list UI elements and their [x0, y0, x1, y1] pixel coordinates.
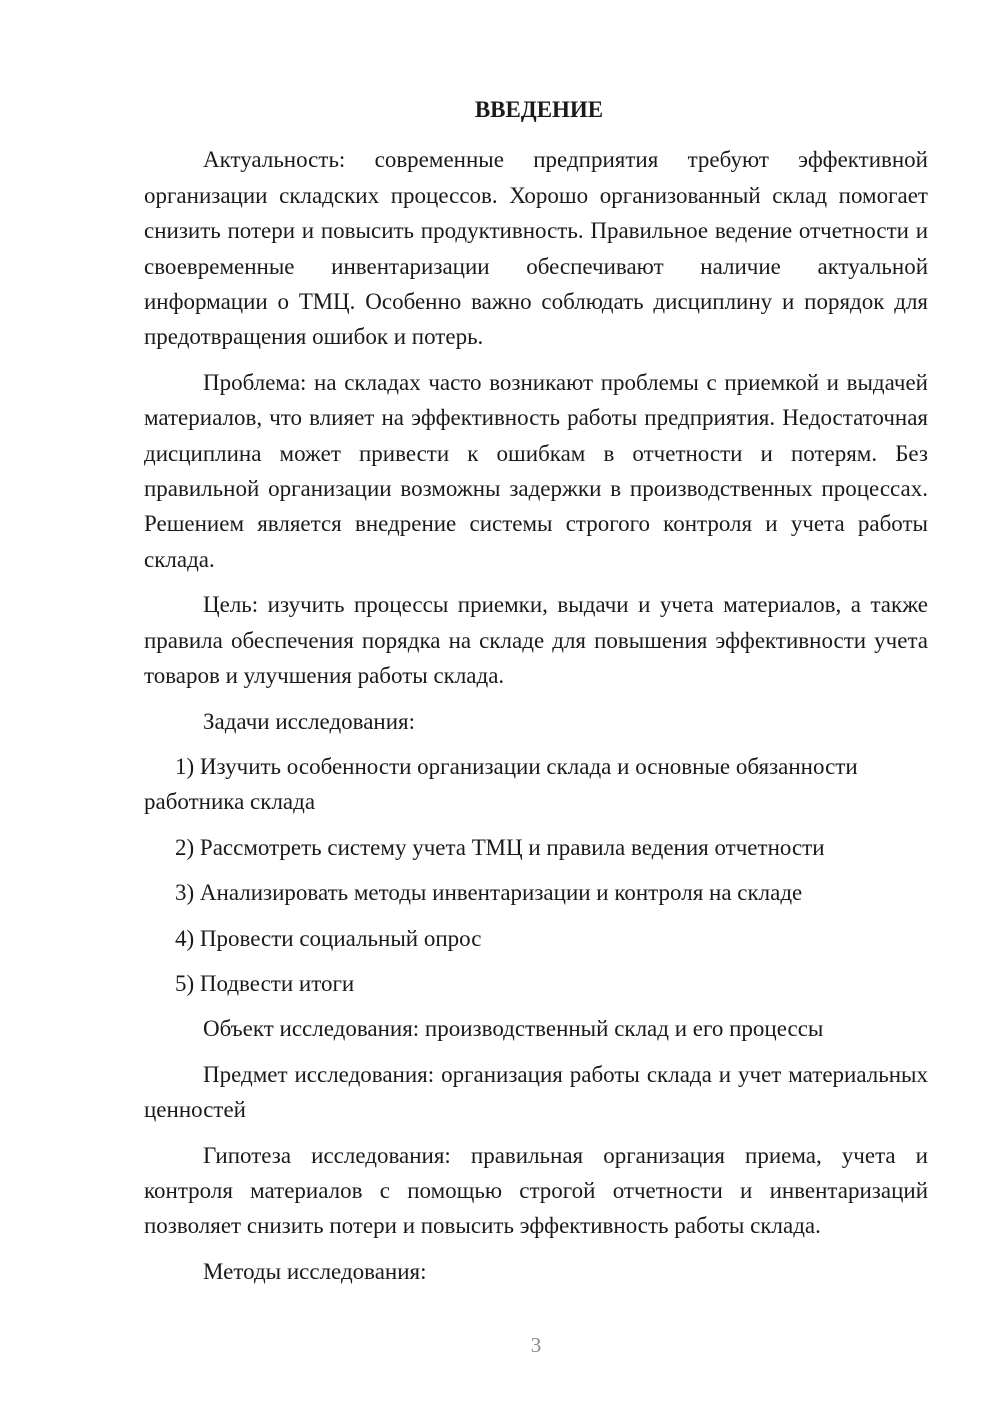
list-item: 5) Подвести итоги [175, 970, 355, 996]
list-item: 2) Рассмотреть систему учета ТМЦ и правила ведения отчетности [175, 834, 825, 860]
list-item: 3) Анализировать методы инвентаризации и контроля на складе [175, 880, 803, 906]
tasks-heading: Задачи исследования: [203, 708, 416, 734]
section-title: ВВЕДЕНИЕ [474, 97, 604, 122]
document-page [144, 92, 928, 1299]
hypothesis-paragraph: Гипотеза исследования: правильная организация приема, учета и контроля материалов с помощью строгой отчетности и инвентаризаций позволяет снизить потери и повысить эффективность работы склада. [144, 1142, 928, 1239]
list-item: 4) Провести социальный опрос [175, 925, 482, 951]
page-number: 3 [530, 1333, 542, 1357]
relevance-paragraph: Актуальность: современные предприятия требуют эффективной организации складских процессов. Хорошо организованный склад помогает снизить потери и повысить продуктивность. Правильное ведение отчетности и своевременные инвентаризации обеспечивают наличие актуальной информации о ТМЦ. Особенно важно соблюдать дисциплину и порядок для предотвращения ошибок и потерь. [144, 147, 928, 350]
subject-paragraph: Предмет исследования: организация работы склада и учет материальных ценностей [144, 1061, 928, 1123]
goal-paragraph: Цель: изучить процессы приемки, выдачи и учета материалов, а также правила обеспечения порядка на складе для повышения эффективности учета товаров и улучшения работы склада. [144, 592, 928, 689]
object-paragraph: Объект исследования: производственный склад и его процессы [203, 1016, 824, 1042]
problem-paragraph: Проблема: на складах часто возникают проблемы с приемкой и выдачей материалов, что влияет на эффективность работы предприятия. Недостаточная дисциплина может привести к ошибкам в отчетности и потерям. Без правильной организации возможны задержки в производственных процессах. Решением является внедрение системы строгого контроля и учета работы склада. [144, 369, 928, 572]
list-item: 1) Изучить особенности организации склада и основные обязанности работника склада [144, 753, 858, 815]
tasks-list [144, 749, 928, 1001]
methods-heading: Методы исследования: [203, 1258, 427, 1284]
